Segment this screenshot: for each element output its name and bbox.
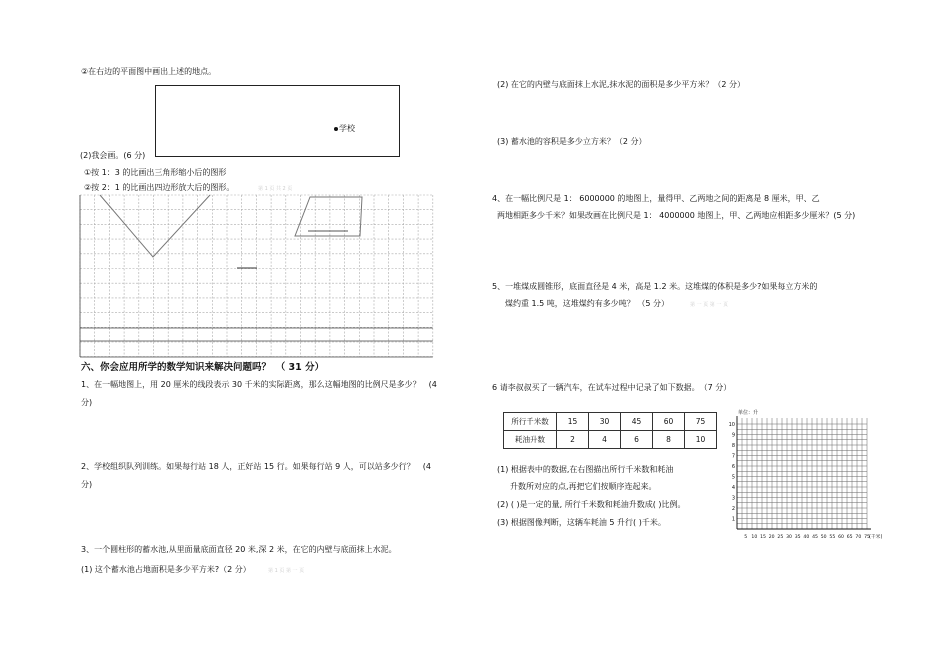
x-tick-label: 10 <box>751 535 758 540</box>
plan-instruction: ②在右边的平面图中画出上述的地点。 <box>81 67 217 76</box>
x-tick-label: 55 <box>829 535 836 540</box>
problem-5-line-2: 煤约重 1.5 吨，这堆煤约有多少吨？ （5 分） <box>505 299 669 308</box>
x-axis-label: (千米) <box>869 535 883 540</box>
problem-2-line-1: 2、学校组织队列训练。如果每行站 18 人，正好站 15 行。如果每行站 9 人，可以站多少行？ (4 <box>81 462 432 471</box>
problem-4-line-2: 两地相距多少千米？如果改画在比例尺是 1： 4000000 地图上，甲、乙两地应相距多少厘米？(5 分) <box>497 211 856 220</box>
x-tick-label: 50 <box>820 535 827 540</box>
table-header-fuel: 耗油升数 <box>504 431 557 449</box>
x-tick-label: 70 <box>855 535 862 540</box>
table-cell: 75 <box>685 413 717 431</box>
question-6-2: (2) ( )是一定的量, 所行千米数和耗油升数成( )比例。 <box>497 500 686 509</box>
problem-2-line-2: 分) <box>81 480 93 489</box>
y-tick-label: 8 <box>731 443 735 449</box>
x-tick-label: 45 <box>812 535 818 540</box>
x-tick-label: 35 <box>794 535 801 540</box>
y-tick-label: 6 <box>731 464 735 470</box>
problem-3-sub-1: (1) 这个蓄水池占地面积是多少平方米?（2 分） <box>81 565 251 574</box>
x-tick-label: 40 <box>803 535 810 540</box>
table-header-distance: 所行千米数 <box>504 413 557 431</box>
table-cell: 10 <box>685 431 717 449</box>
problem-5-line-1: 5、一堆煤成圆锥形，底面直径是 4 米，高是 1.2 米。这堆煤的体积是多少?如果每立方米的 <box>492 282 818 291</box>
problem-4-line-1: 4、在一幅比例尺是 1： 6000000 的地图上，量得甲、乙两地之间的距离是 8 厘米，甲、乙 <box>492 194 820 203</box>
table-cell: 8 <box>653 431 685 449</box>
table-cell: 60 <box>653 413 685 431</box>
faint-watermark-2: 第 1 页 第 一 页 <box>268 568 305 574</box>
triangle-shape <box>100 195 210 257</box>
problem-3-sub-2: (2) 在它的内壁与底面抹上水泥,抹水泥的面积是多少平方米？（2 分） <box>497 80 746 89</box>
x-tick-label: 75 <box>864 535 870 540</box>
table-cell: 4 <box>589 431 621 449</box>
question-6-1-line-1: (1) 根据表中的数据,在右图描出所行千米数和耗油 <box>497 465 674 474</box>
table-cell: 2 <box>557 431 589 449</box>
drawing-task-title: (2)我会画。(6 分) <box>80 151 146 160</box>
problem-1-line-1: 1、在一幅地图上，用 20 厘米的线段表示 30 千米的实际距离，那么这幅地图的比例尺是多少？ (4 <box>81 380 437 389</box>
parallelogram-shape <box>295 197 362 236</box>
plan-map-box[interactable] <box>155 85 400 157</box>
drawing-task-item-2: ②按 2：1 的比画出四边形放大后的图形。 <box>84 183 235 192</box>
problem-3-sub-3: (3) 蓄水池的容积是多少立方米？（2 分） <box>497 137 647 146</box>
y-tick-label: 10 <box>728 422 735 428</box>
problem-3-line-1: 3、一个圆柱形的蓄水池,从里面量底面直径 20 米,深 2 米，在它的内壁与底面抹上水泥。 <box>81 545 397 554</box>
y-tick-label: 1 <box>731 516 735 523</box>
problem-1-line-2: 分) <box>81 398 93 407</box>
faint-watermark-3: 第 一 页 第 一 页 <box>690 302 728 308</box>
x-tick-label: 15 <box>760 535 766 540</box>
school-label: 学校 <box>339 124 355 133</box>
x-tick-label: 30 <box>786 535 792 540</box>
table-row <box>504 413 717 431</box>
question-6-3: (3) 根据图像判断，这辆车耗油 5 升行( )千米。 <box>497 518 666 527</box>
drawing-task-item-1: ①按 1：3 的比画出三角形缩小后的图形 <box>84 168 227 177</box>
y-tick-label: 5 <box>731 474 735 481</box>
section-six-title: 六、你会应用所学的数学知识来解决问题吗？ （ 31 分） <box>81 362 325 373</box>
school-marker <box>334 124 355 134</box>
drawing-grid[interactable] <box>80 195 440 360</box>
x-tick-label: 65 <box>846 535 853 540</box>
table-cell: 6 <box>621 431 653 449</box>
x-tick-label: 20 <box>768 535 775 540</box>
y-tick-label: 2 <box>731 506 735 512</box>
question-6-1-line-2: 升数所对应的点,再把它们按顺序连起来。 <box>510 482 657 491</box>
table-row <box>504 431 717 449</box>
x-tick-label: 25 <box>777 535 784 540</box>
school-dot-icon <box>334 127 338 131</box>
y-axis-label: 单位：升 <box>738 410 759 416</box>
table-cell: 15 <box>557 413 589 431</box>
x-tick-label: 60 <box>838 535 844 540</box>
x-tick-label: 5 <box>744 535 748 540</box>
table-cell: 45 <box>621 413 653 431</box>
faint-watermark-1: 第 1 页 共 2 页 <box>258 186 293 192</box>
problem-6-title: 6 请李叔叔买了一辆汽车，在试车过程中记录了如下数据。 （7 分） <box>492 383 732 392</box>
y-tick-label: 4 <box>731 485 735 491</box>
y-tick-label: 7 <box>731 453 735 460</box>
fuel-chart[interactable] <box>725 405 883 545</box>
y-tick-label: 9 <box>731 432 735 439</box>
y-tick-label: 3 <box>731 495 735 502</box>
fuel-data-table <box>503 412 717 449</box>
table-cell: 30 <box>589 413 621 431</box>
